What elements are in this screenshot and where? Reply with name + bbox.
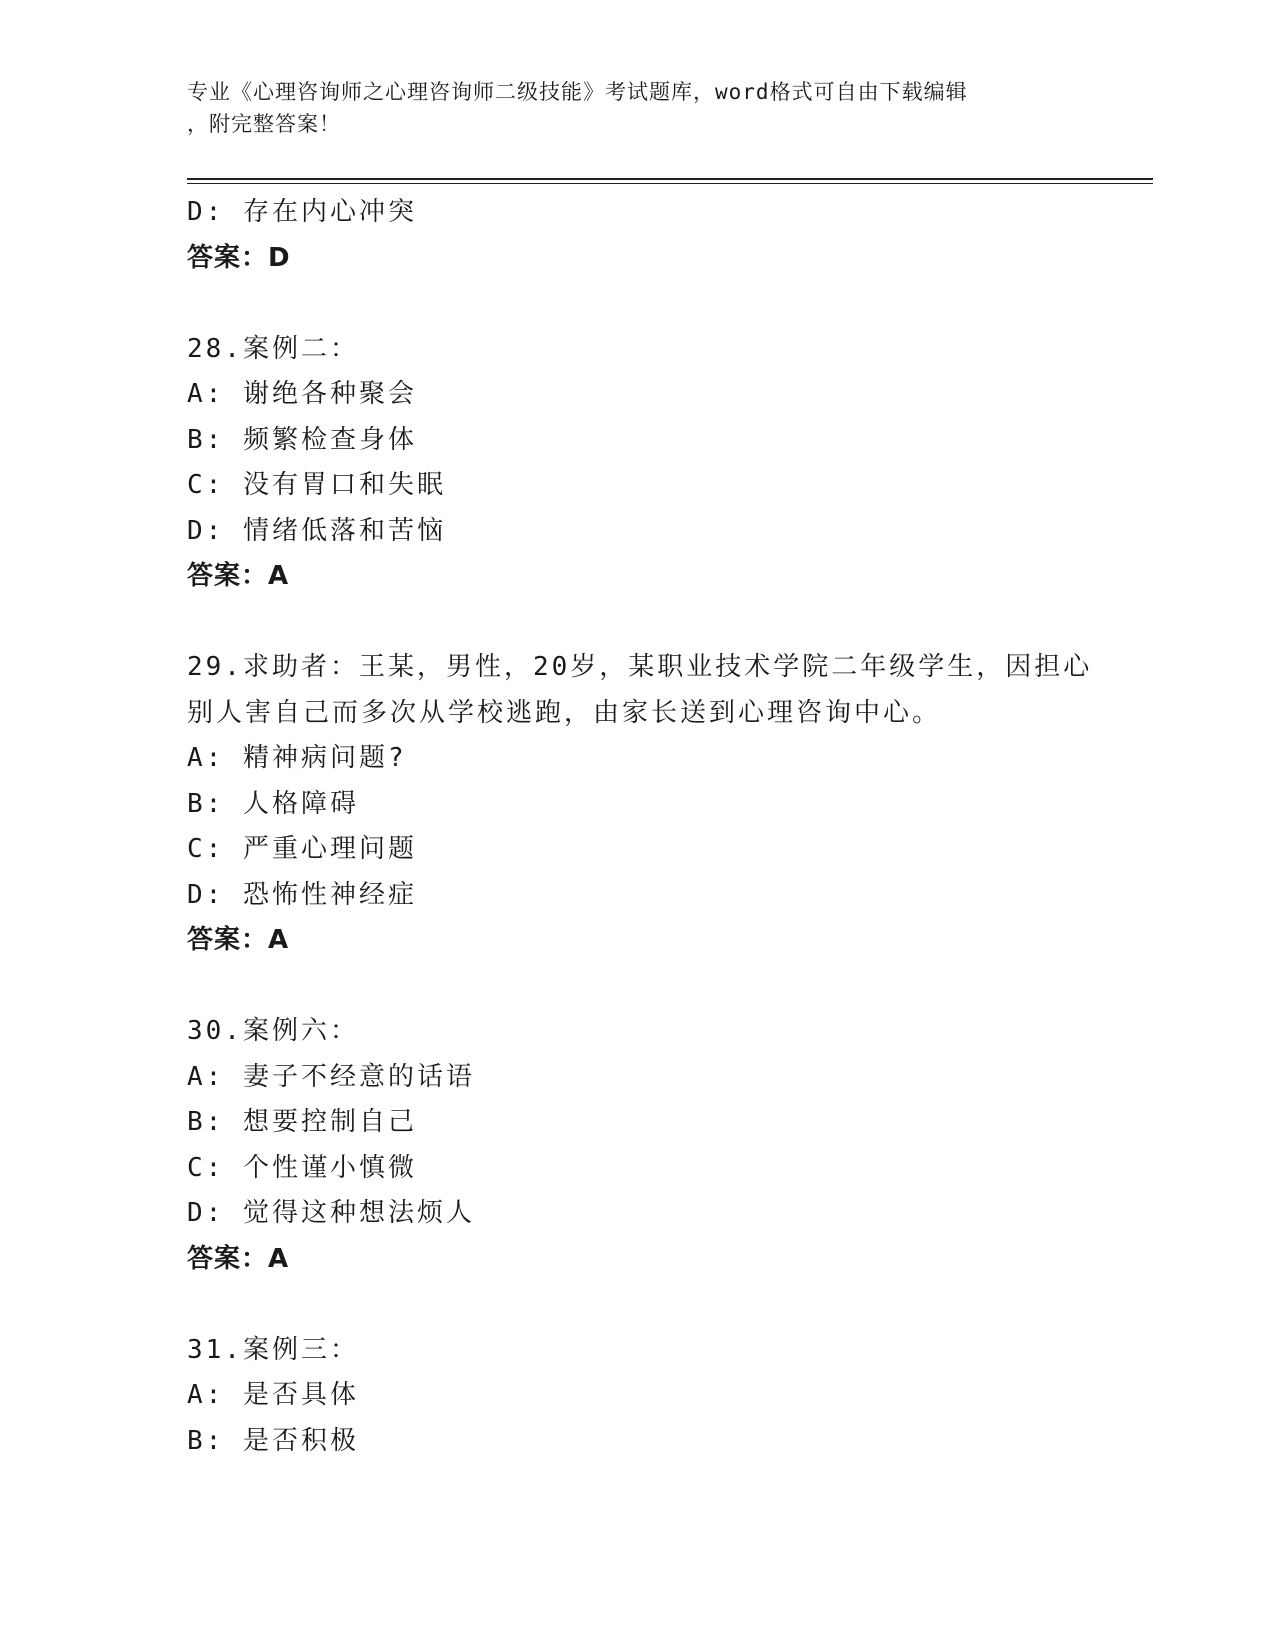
- question-29: [187, 645, 1147, 964]
- header-divider-thick: [187, 178, 1153, 180]
- option-a: A: 谢绝各种聚会: [187, 379, 417, 409]
- option-c: C: 严重心理问题: [187, 834, 417, 864]
- answer: 答案：A: [187, 1243, 290, 1274]
- document-header: [187, 76, 1087, 140]
- header-line-2: ，附完整答案！: [187, 112, 341, 136]
- option-b: B: 想要控制自己: [187, 1107, 417, 1137]
- option-b: B: 频繁检查身体: [187, 424, 417, 455]
- option-c: C: 没有胃口和失眠: [187, 470, 446, 500]
- option-d-prev: D: 存在内心冲突: [187, 197, 417, 227]
- question-title: 28.案例二：: [187, 333, 359, 364]
- question-list: [187, 190, 1147, 1464]
- option-b: B: 是否积极: [187, 1425, 359, 1456]
- option-c: C: 个性谨小慎微: [187, 1152, 417, 1183]
- question-title-line-2: 别人害自己而多次从学校逃跑，由家长送到心理咨询中心。: [187, 697, 942, 728]
- option-a: A: 是否具体: [187, 1380, 359, 1410]
- spacer: [187, 964, 1147, 1010]
- question-title: 30.案例六：: [187, 1016, 359, 1046]
- question-31: [187, 1328, 1147, 1465]
- question-28: [187, 327, 1147, 600]
- option-a: A: 精神病问题?: [187, 743, 407, 773]
- option-d: D: 情绪低落和苦恼: [187, 515, 446, 546]
- option-d: D: 恐怖性神经症: [187, 879, 417, 910]
- answer: 答案：A: [187, 925, 290, 955]
- header-line-1: 专业《心理咨询师之心理咨询师二级技能》考试题库，word格式可自由下载编辑: [187, 80, 968, 104]
- option-a: A: 妻子不经意的话语: [187, 1061, 475, 1092]
- spacer: [187, 1282, 1147, 1328]
- answer-prev: 答案：D: [187, 242, 291, 273]
- question-title: 31.案例三：: [187, 1334, 359, 1365]
- spacer: [187, 281, 1147, 327]
- spacer: [187, 600, 1147, 646]
- question-30: [187, 1009, 1147, 1282]
- option-b: B: 人格障碍: [187, 788, 359, 819]
- answer: 答案：A: [187, 561, 290, 591]
- question-title-line-1: 29.求助者：王某，男性，20岁，某职业技术学院二年级学生，因担心: [187, 652, 1093, 682]
- header-divider-thin: [187, 183, 1153, 184]
- option-d: D: 觉得这种想法烦人: [187, 1198, 475, 1228]
